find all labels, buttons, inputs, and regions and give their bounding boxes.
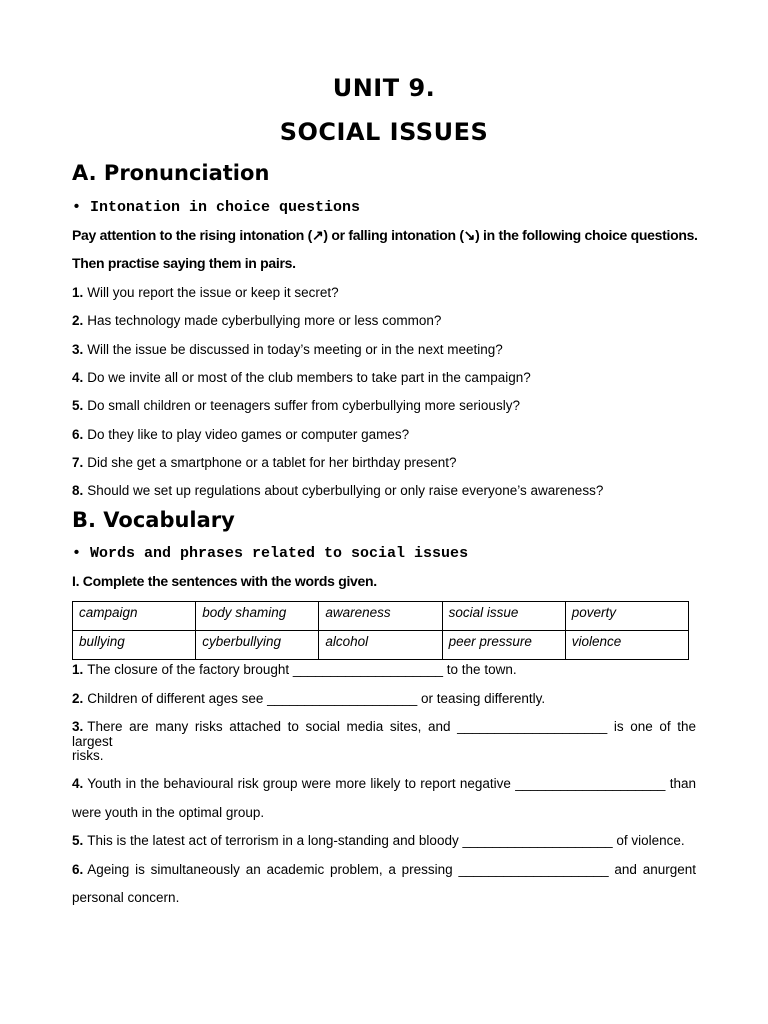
vocab-sentence: 1. The closure of the factory brought ____________________ to the town. (72, 662, 517, 677)
word-cell: bullying (73, 631, 196, 660)
vocab-sentence: 4. Youth in the behavioural risk group were more likely to report negative ____________________ than (72, 776, 696, 791)
pronunciation-item: 4. Do we invite all or most of the club members to take part in the campaign? (72, 370, 531, 385)
section-b-instruction: I. Complete the sentences with the words given. (72, 573, 377, 589)
vocab-sentence-continuation: were youth in the optimal group. (72, 805, 265, 820)
section-a-instruction-1: Pay attention to the rising intonation (↗) or falling intonation (↘) in the following choice questions. (72, 227, 698, 243)
word-cell: violence (565, 631, 688, 660)
pronunciation-item: 8. Should we set up regulations about cyberbullying or only raise everyone’s awareness? (72, 483, 604, 498)
pronunciation-item: 1. Will you report the issue or keep it secret? (72, 285, 339, 300)
section-a-instruction-2: Then practise saying them in pairs. (72, 255, 296, 271)
word-cell: poverty (565, 602, 688, 631)
pronunciation-item: 2. Has technology made cyberbullying more or less common? (72, 313, 442, 328)
vocab-sentence-continuation: personal concern. (72, 890, 180, 905)
word-cell: alcohol (319, 631, 442, 660)
vocab-sentence: 5. This is the latest act of terrorism in a long-standing and bloody ____________________ of violence. (72, 833, 685, 848)
pronunciation-item: 5. Do small children or teenagers suffer from cyberbullying more seriously? (72, 398, 520, 413)
vocab-sentence-continuation: risks. (72, 748, 104, 763)
word-cell: body shaming (196, 602, 319, 631)
word-cell: peer pressure (442, 631, 565, 660)
section-a-heading: A. Pronunciation (72, 161, 270, 185)
unit-title: UNIT 9. (332, 74, 436, 102)
section-b-heading: B. Vocabulary (72, 508, 235, 532)
pronunciation-item: 6. Do they like to play video games or computer games? (72, 427, 410, 442)
vocab-sentence: 3. There are many risks attached to social media sites, and ____________________ is one of the largest (72, 719, 696, 749)
word-bank-table (72, 601, 689, 660)
word-cell: awareness (319, 602, 442, 631)
unit-subtitle: SOCIAL ISSUES (279, 118, 489, 146)
word-cell: cyberbullying (196, 631, 319, 660)
section-a-subheading: • Intonation in choice questions (72, 199, 361, 216)
pronunciation-item: 3. Will the issue be discussed in today’s meeting or in the next meeting? (72, 342, 503, 357)
vocab-sentence: 2. Children of different ages see ____________________ or teasing differently. (72, 691, 546, 706)
word-cell: campaign (73, 602, 196, 631)
vocab-sentence: 6. Ageing is simultaneously an academic problem, a pressing ____________________ and anurgent (72, 862, 696, 877)
word-bank-row (73, 602, 689, 631)
section-b-subheading: • Words and phrases related to social issues (72, 545, 469, 562)
word-bank-row (73, 631, 689, 660)
word-cell: social issue (442, 602, 565, 631)
pronunciation-item: 7. Did she get a smartphone or a tablet for her birthday present? (72, 455, 457, 470)
